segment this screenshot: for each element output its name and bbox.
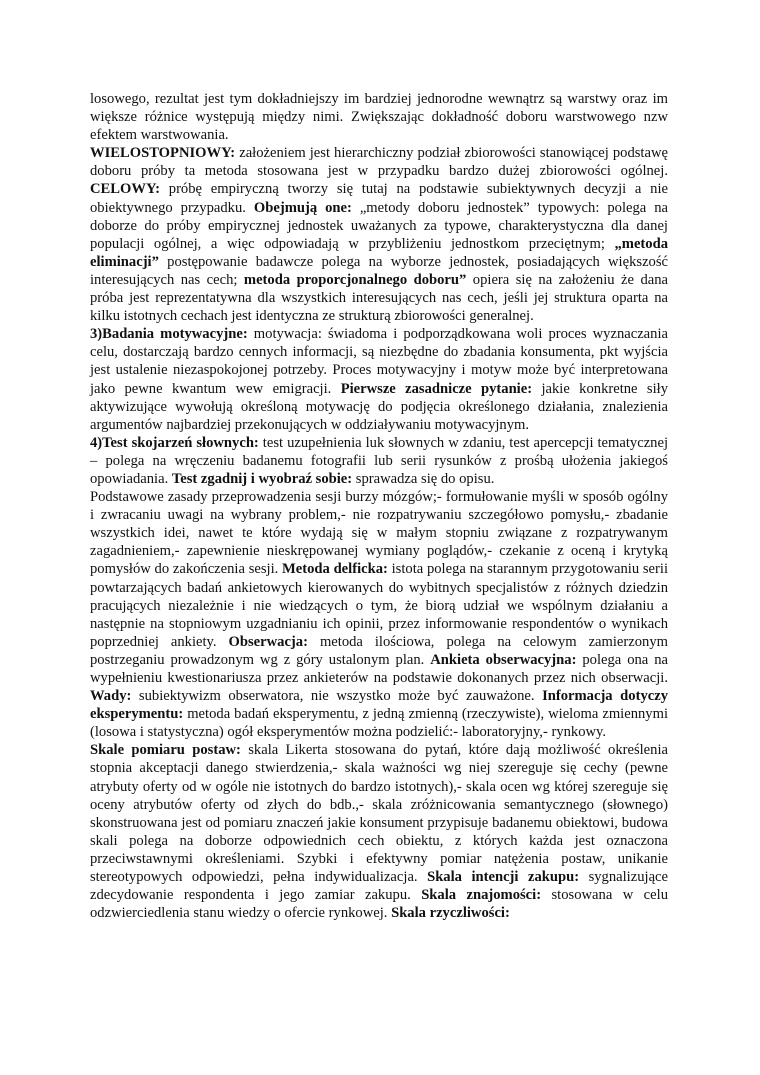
term-metoda-eliminacji: „metoda eliminacji” <box>90 235 668 270</box>
term-wady: Wady: <box>90 688 132 705</box>
term-metoda-proporcjonalnego-doboru: metoda proporcjonalnego doboru” <box>243 271 467 288</box>
text-run: próbę empiryczną tworzy się tutaj na podstawie subiektywnych decyzji a nie obiektywnego przypadku. <box>90 181 668 216</box>
text-run: polega ona na wypełnieniu kwestionariusza przez ankieterów na podstawie dokonanych przez nich obserwacji. <box>90 651 668 686</box>
term-celowy: CELOWY: <box>90 181 161 198</box>
term-informacja-eksperymentu: Informacja dotyczy eksperymentu: <box>90 688 668 723</box>
text-run: sygnalizujące zdecydowanie respondenta i jego zamiar zakupu. <box>90 869 668 904</box>
paragraph-stratified-sampling <box>90 90 668 144</box>
term-skala-intencji-zakupu: Skala intencji zakupu: <box>427 869 580 886</box>
text-run: losowego, rezultat jest tym dokładniejszy im bardziej jednorodne wewnątrz są warstwy oraz im większe różnice występują między nimi. Zwiększając dokładność doboru warstwowego nzw efektem warstwowania. <box>90 91 668 144</box>
paragraph-multistage-sampling <box>90 144 668 325</box>
text-run: subiektywizm obserwatora, nie wszystko może być zauważone. <box>131 688 543 705</box>
text-run: sprawadza się do opisu. <box>352 470 495 487</box>
text-run: założeniem jest hierarchiczny podział zbiorowości stanowiącej podstawę doboru próby ta metoda stosowana jest w przypadku bardzo dużej zbiorowości ogólnej. <box>90 145 668 180</box>
term-wielostopniowy: WIELOSTOPNIOWY: <box>90 145 236 162</box>
paragraph-brainstorming-methods <box>90 488 668 741</box>
term-metoda-delficka: Metoda delficka: <box>282 561 388 578</box>
text-run: postępowanie badawcze polega na wyborze jednostek, posiadających większość interesujących nas cech; <box>90 253 668 288</box>
paragraph-word-association-test <box>90 434 668 488</box>
text-run: metoda ilościowa, polega na celowym zamierzonym postrzeganiu prowadzonym wg z góry ustalonym plan. <box>90 633 668 668</box>
text-run: metoda badań eksperymentu, z jedną zmienną (rzeczywiste), wieloma zmiennymi (losowa i statystyczna) ogół eksperymentów można podzielić:- laboratoryjny,- rynkowy. <box>90 706 668 741</box>
text-run: motywacja: świadoma i podporządkowana woli proces wyznaczania celu, dostarczają bardzo cennych informacji, są niezbędne do zbadania konsumenta, pkt wyjścia jest ustalenie niezaspokojonej potrzeby. Proces motywacyjny i motyw może być interpretowana jako pewne kwantum wew emigracji. <box>90 326 668 397</box>
text-run: Podstawowe zasady przeprowadzenia sesji burzy mózgów;- formułowanie myśli w sposób ogólny i zwracaniu uwagi na wybrany problem,- nie rozpatrywaniu szczegółowo pomysłu,- zbadanie wszystkich idei, nawet te które wydają się w małym stopniu związane z rozpatrywanym zagadnieniem,- zapewnienie nieskrępowanej wymiany poglądów,- czekanie z oceną i krytyką pomysłów do zakończenia sesji. <box>90 489 668 578</box>
term-skala-rzyczliwosci: Skala rzyczliwości: <box>391 905 510 922</box>
term-obejmuja-one: Obejmują one: <box>253 199 352 216</box>
document-page <box>90 90 668 922</box>
text-run: istota polega na starannym przygotowaniu serii powtarzających badań ankietowych kierowanych do wybitnych specjalistów z różnych dziedzin pracujących niezależnie i nie wiedzących o tym, że biorą udział we wspólnym działaniu a następnie na stopniowym uzgadnianiu ich opinii, przez informowanie respondentów o wynikach poprzedniej ankiety. <box>90 561 668 650</box>
term-test-skojarzen-slownych: 4)Test skojarzeń słownych: <box>90 434 259 451</box>
text-run: opiera się na założeniu że dana próba jest reprezentatywna dla wszystkich interesujących nas cech, jeśli jej struktura oparta na kilku istotnych cechach jest identyczna ze strukturą zbiorowości generalnej. <box>90 271 668 325</box>
term-skale-pomiaru-postaw: Skale pomiaru postaw: <box>90 742 241 759</box>
paragraph-attitude-scales <box>90 741 668 922</box>
text-run: jakie konkretne siły aktywizujące wywołują określoną motywację do podjęcia określonego działania, znalezienia argumentów najbardziej przekonujących w oddziaływaniu motywacyjnym. <box>90 380 668 433</box>
term-skala-znajomosci: Skala znajomości: <box>421 887 542 904</box>
text-run: stosowana w celu odzwierciedlenia stanu wiedzy o ofercie rynkowej. <box>90 887 668 922</box>
term-test-zgadnij: Test zgadnij i wyobraź sobie: <box>171 470 353 487</box>
term-obserwacja: Obserwacja: <box>228 633 308 650</box>
text-run: „metody doboru jednostek” typowych: polega na doborze do próby empirycznej jednostek uważanych za typowe, charakterystyczna dla danej populacji ogólnej, a więc odpowiadają w przybliżeniu jednostkom przeciętnym; <box>90 199 668 252</box>
text-run: skala Likerta stosowana do pytań, które dają możliwość określenia stopnia akceptacji danego stwierdzenia,- skala ważności wg niej szereguje się cechy (pewne atrybuty oferty od w ogóle nie istotnych do bardzo istotnych),- skala ocen wg której szereguje się oceny atrybutów oferty od złych do bdb.,- skala zróżnicowania semantycznego (słownego) skonstruowana jest od pomiaru znaczeń jakie konsument przypisuje badanemu obiektowi, budowa skali polega na doborze odpowiednich cech obiektu, z których każda jest oznaczona przeciwstawnymi określeniami. Szybki i efektywny pomiar natężenia postaw, unikanie stereotypowych odpowiedzi, pełna indywidualizacja. <box>90 742 668 886</box>
term-pierwsze-zasadnicze-pytanie: Pierwsze zasadnicze pytanie: <box>340 380 533 397</box>
text-run: test uzupełnienia luk słownych w zdaniu, test apercepcji tematycznej – polega na wręczeniu badanemu fotografii lub serii rysunków z prośbą ułożenia jakiegoś opowiadania. <box>90 434 669 487</box>
term-badania-motywacyjne: 3)Badania motywacyjne: <box>90 326 248 343</box>
term-ankieta-obserwacyjna: Ankieta obserwacyjna: <box>430 651 577 668</box>
paragraph-motivational-research <box>90 325 668 434</box>
